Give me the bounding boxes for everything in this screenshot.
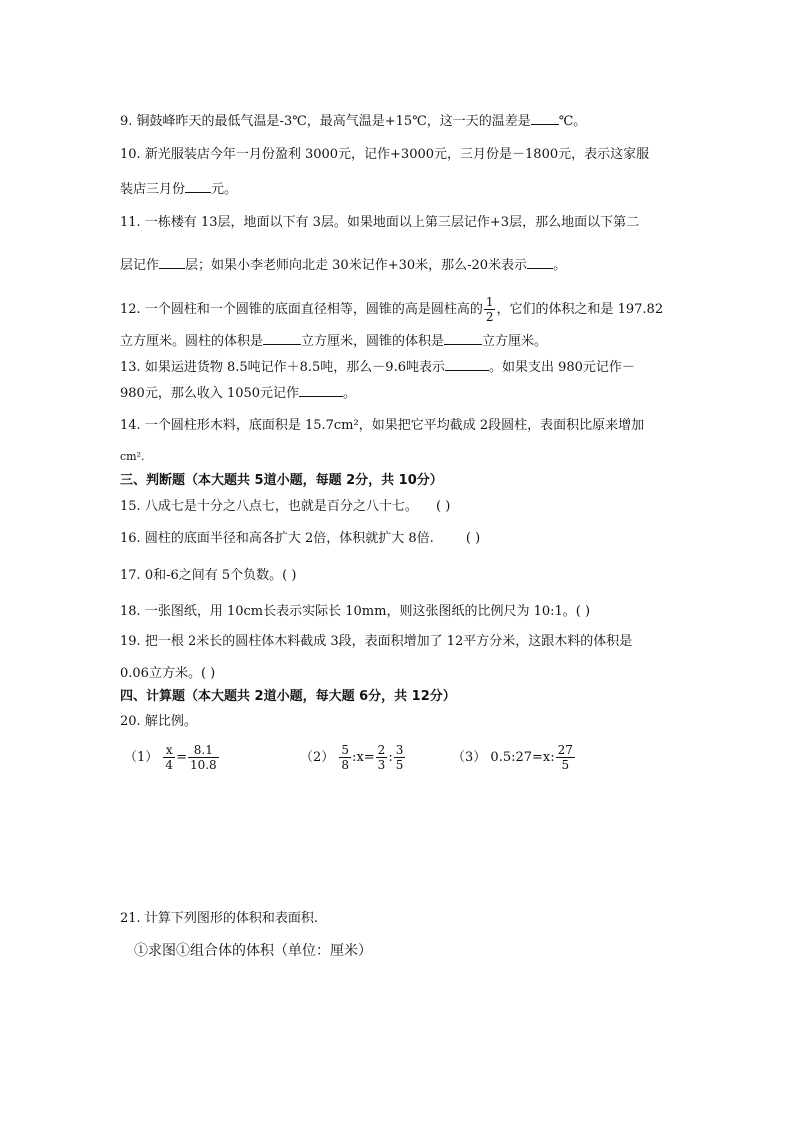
question-14-line-2 (120, 449, 145, 465)
ratio-text: 0.5:27=x: (490, 750, 555, 765)
question-text: 980元，那么收入 1050元记作 (120, 386, 300, 401)
question-12-line-2 (120, 332, 547, 350)
fraction-x-over-4: $\frac{x}{4}$ (165, 743, 174, 772)
problem-label: （2） (300, 750, 335, 765)
question-text: 如果运进货物 8.5吨记作＋8.5吨，那么－9.6吨表示 (144, 360, 445, 375)
question-text: 一张图纸，用 10cm长表示实际长 10mm，则这张图纸的比例尺为 10:1。 (144, 604, 576, 619)
question-text: 立方厘米。 (482, 334, 548, 349)
question-19-line-2 (120, 666, 215, 682)
question-tail: 。 (343, 386, 357, 401)
question-unit: cm². (120, 450, 145, 463)
question-text: 。如果支出 980元记作－ (488, 360, 635, 375)
question-number: 10. (120, 147, 141, 162)
question-number: 9. (120, 114, 133, 129)
fraction-27-over-5: $\frac{27}{5}$ (557, 743, 573, 772)
answer-blank[interactable] (159, 256, 185, 269)
question-text: 0和-6之间有 5个负数。 (144, 568, 283, 583)
problem-label: （3） (452, 750, 487, 765)
question-19-line-1 (120, 634, 632, 650)
answer-blank[interactable] (444, 332, 482, 345)
question-number: 11. (120, 215, 141, 230)
answer-blank[interactable] (531, 112, 559, 125)
ratio-text: :x= (352, 750, 375, 765)
question-text: 计算下列图形的体积和表面积. (144, 911, 318, 926)
answer-blank[interactable] (445, 358, 489, 371)
question-text: 新光服装店今年一月份盈利 3000元，记作+3000元，三月份是－1800元，表示这家服 (144, 147, 650, 162)
question-text: 0.06立方米。 (120, 666, 201, 681)
question-number: 13. (120, 360, 141, 375)
question-text: 立方厘米。圆柱的体积是 (120, 334, 264, 349)
question-text: 圆柱的底面半径和高各扩大 2倍，体积就扩大 8倍. (144, 531, 434, 546)
fraction-one-half: $\frac{1}{2}$ (485, 295, 494, 324)
question-13-line-1 (120, 358, 635, 376)
question-text: 一个圆柱形木料，底面积是 15.7cm²，如果把它平均截成 2段圆柱，表面积比原来增加 (144, 418, 645, 433)
question-14-line-1 (120, 418, 644, 434)
question-11-line-1 (120, 215, 639, 231)
fraction-2-over-3: $\frac{2}{3}$ (377, 743, 386, 772)
question-number: 12. (120, 302, 141, 317)
question-21-sub-1: ①求图①组合体的体积（单位：厘米） (134, 943, 372, 959)
question-text: ，它们的体积之和是 197.82 (496, 302, 664, 317)
question-16 (120, 531, 480, 547)
question-21 (120, 911, 318, 927)
problem-label: （1） (124, 750, 159, 765)
question-tail: 元。 (211, 182, 238, 197)
question-tail: ℃。 (558, 114, 587, 129)
answer-blank[interactable] (263, 332, 301, 345)
question-text: 把一根 2米长的圆柱体木料截成 3段，表面积增加了 12平方分米，这跟木料的体积是 (144, 634, 633, 649)
question-18 (120, 604, 590, 620)
question-17 (120, 568, 296, 584)
question-12-line-1 (120, 295, 663, 325)
question-number: 20. (120, 714, 141, 729)
question-text: 层；如果小李老师向北走 30米记作+30米，那么-20米表示 (185, 258, 528, 273)
answer-parentheses[interactable]: ( ) (575, 604, 591, 619)
answer-blank[interactable] (527, 256, 553, 269)
colon: : (388, 750, 393, 765)
question-number: 14. (120, 418, 141, 433)
equals-sign: = (176, 750, 187, 765)
question-text: 八成七是十分之八点七，也就是百分之八十七。 (144, 499, 418, 514)
question-15 (120, 499, 450, 515)
question-text: 解比例。 (144, 714, 197, 729)
question-tail: 。 (553, 258, 567, 273)
question-text: 一个圆柱和一个圆锥的底面直径相等，圆锥的高是圆柱高的 (144, 302, 483, 317)
question-number: 15. (120, 499, 141, 514)
question-number: 16. (120, 531, 141, 546)
proportion-problem-3 (452, 742, 576, 774)
answer-parentheses[interactable]: ( ) (465, 531, 481, 546)
question-11-line-2 (120, 256, 566, 274)
answer-blank[interactable] (185, 180, 211, 193)
question-text: 层记作 (120, 258, 160, 273)
question-13-line-2 (120, 384, 356, 402)
answer-parentheses[interactable]: ( ) (435, 499, 451, 514)
fraction-5-over-8: $\frac{5}{8}$ (341, 743, 350, 772)
answer-parentheses[interactable]: ( ) (200, 666, 216, 681)
fraction-8-1-over-10-8: $\frac{8.1}{10.8}$ (189, 743, 217, 772)
question-text: 装店三月份 (120, 182, 186, 197)
answer-blank[interactable] (299, 384, 343, 397)
question-number: 18. (120, 604, 141, 619)
question-number: 17. (120, 568, 141, 583)
question-text: 一栋楼有 13层，地面以下有 3层。如果地面以上第三层记作+3层，那么地面以下第二 (144, 215, 640, 230)
question-text: 铜鼓峰昨天的最低气温是-3℃，最高气温是+15℃，这一天的温差是 (136, 114, 531, 129)
proportion-problem-2 (300, 742, 406, 774)
question-number: 19. (120, 634, 141, 649)
question-text: 立方厘米，圆锥的体积是 (301, 334, 445, 349)
question-10-line-1 (120, 147, 649, 163)
fraction-3-over-5: $\frac{3}{5}$ (395, 743, 404, 772)
proportion-problem-1 (124, 742, 220, 774)
section-3-heading: 三、判断题（本大题共 5道小题，每题 2分，共 10分） (120, 473, 443, 488)
question-number: 21. (120, 911, 141, 926)
question-9 (120, 112, 586, 130)
answer-parentheses[interactable]: ( ) (282, 568, 297, 583)
section-4-heading: 四、计算题（本大题共 2道小题，每大题 6分，共 12分） (120, 689, 456, 704)
question-10-line-2 (120, 180, 237, 198)
question-20 (120, 714, 197, 730)
